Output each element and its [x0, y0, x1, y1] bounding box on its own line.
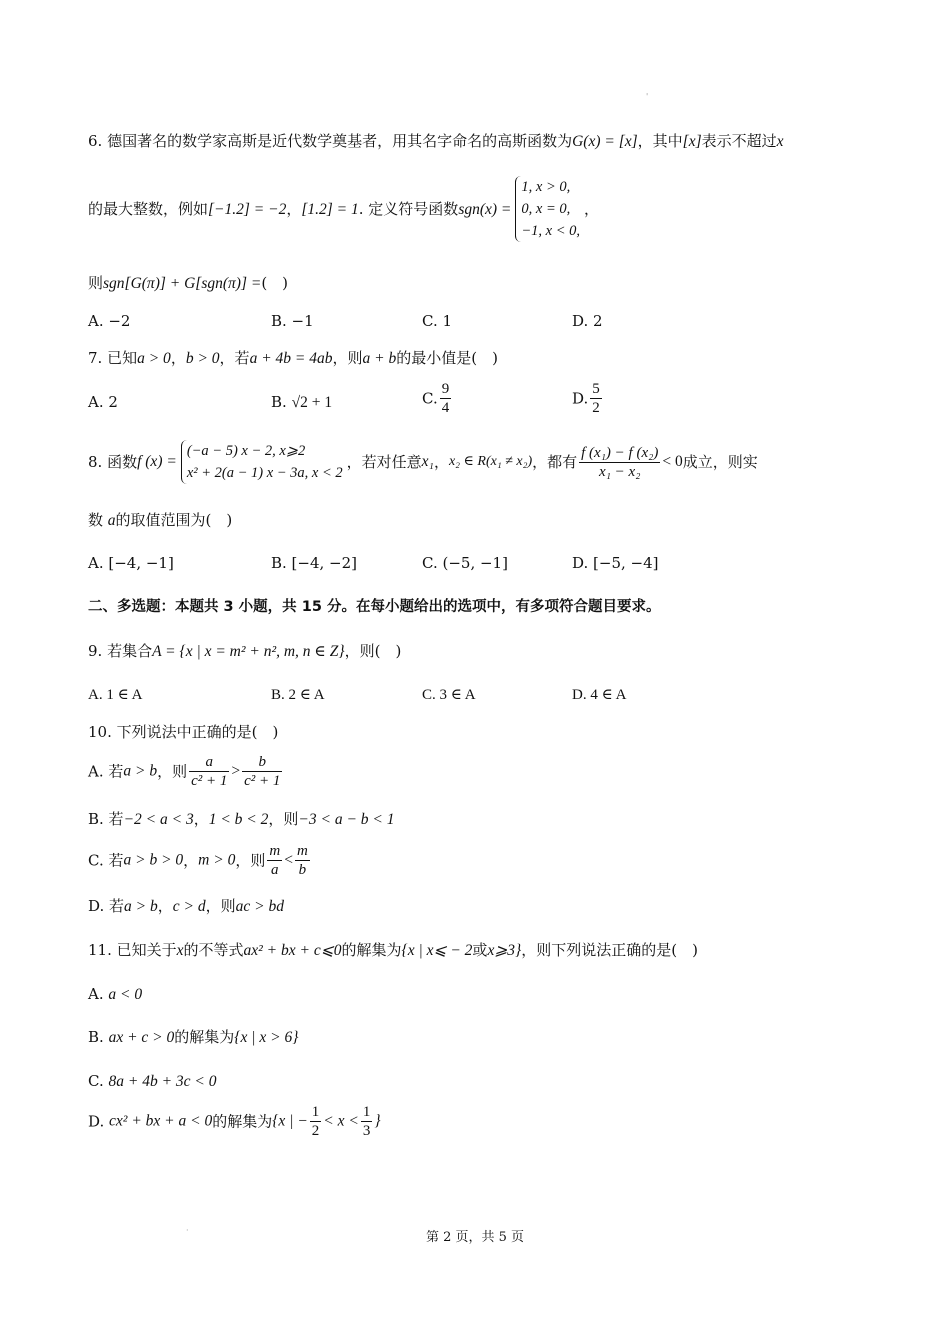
- q10-d-label: D. 若: [88, 897, 125, 915]
- q11-d-set-open: {x | −: [272, 1112, 308, 1130]
- q6-stem-suffix: 表示不超过: [701, 132, 777, 150]
- q8-line2-b: 的取值范围为( ): [115, 511, 233, 529]
- q7-option-d-label: D.: [572, 389, 589, 408]
- q11-option-d[interactable]: [88, 1103, 381, 1140]
- q6-sgn-def: sgn(x) =: [458, 200, 512, 218]
- q10-c-label: C. 若: [88, 851, 124, 870]
- q10-b-result: −3 < a − b < 1: [298, 811, 395, 828]
- q11-b-label: B.: [88, 1028, 104, 1046]
- q6-stem-prefix: 6. 德国著名的数学家高斯是近代数学奠基者，用其名字命名的高斯函数为: [88, 132, 573, 150]
- q10-c-frac-2: [295, 842, 310, 879]
- q10-c-frac-1: [267, 842, 282, 879]
- q10-a-gt: >: [231, 762, 241, 780]
- q10-c-lt: <: [284, 851, 293, 869]
- q6-line3: [88, 273, 288, 294]
- q11-c-label: C.: [88, 1072, 104, 1090]
- q7-stem-s3: 的最小值是( ): [396, 349, 498, 367]
- q9-stem: [88, 641, 401, 662]
- q11-d-label: D.: [88, 1112, 105, 1131]
- q11-d-frac-1: [310, 1103, 322, 1140]
- q9-option-c[interactable]: C. 3 ∈ A: [422, 687, 476, 703]
- q10-a-frac-2-den: c² + 1: [244, 773, 281, 789]
- q7-option-d[interactable]: [572, 380, 604, 417]
- q7-cond-b: b > 0: [185, 350, 220, 367]
- q11-d-lt: < x <: [323, 1112, 359, 1130]
- q7-option-c-den: 4: [441, 400, 450, 416]
- q6-gauss-def: G(x) = [x]: [572, 133, 638, 150]
- q10-d-then: ，则: [205, 897, 236, 915]
- q10-a-label: A. 若: [88, 762, 124, 781]
- q7-option-c-num: 9: [441, 381, 450, 397]
- q8-fraction-den: x₁ − x₂: [599, 463, 641, 480]
- q10-c-cond-1: a > b > 0: [123, 851, 184, 869]
- q8-option-b[interactable]: B. [−4, −2]: [271, 554, 358, 572]
- q9-set: A = {x | x = m² + n², m, n ∈ Z}: [152, 643, 345, 660]
- q9-option-b[interactable]: B. 2 ∈ A: [271, 687, 325, 703]
- q11-stem-d: ，则下列说法正确的是( ): [521, 941, 698, 959]
- q8-fx: f (x) =: [137, 453, 177, 470]
- q8-x1: x₁: [421, 453, 434, 470]
- q10-b-cond-1: −2 < a < 3: [123, 811, 194, 828]
- q10-option-a[interactable]: [88, 753, 284, 790]
- q10-option-d[interactable]: [88, 896, 284, 917]
- q10-a-cond: a > b: [123, 762, 158, 780]
- q10-a-frac-2-num: b: [242, 753, 282, 772]
- q10-d-cond-1: a > b: [124, 898, 158, 915]
- q8-option-d[interactable]: D. [−5, −4]: [572, 554, 659, 572]
- q6-line1: [88, 131, 784, 152]
- q11-set-b: x⩾3}: [487, 942, 522, 959]
- q10-a-then: ，则: [157, 762, 188, 781]
- q8-s3: 成立，则实: [682, 453, 758, 471]
- q6-case-2: 0, x = 0,: [521, 201, 571, 217]
- q8-x2: x₂ ∈ R(x₁ ≠ x₂): [448, 454, 533, 469]
- section-2-heading: 二、多选题：本题共 3 小题，共 15 分。在每小题给出的选项中，有多项符合题目要求。: [88, 599, 661, 615]
- q10-c-then: ，则: [235, 851, 266, 870]
- q7-option-d-den: 2: [592, 400, 600, 416]
- q10-a-frac-1-num: a: [189, 753, 229, 772]
- q6-line3-prefix: 则: [88, 274, 104, 292]
- q10-c-frac-1-num: m: [269, 843, 281, 859]
- q8-line2: [88, 510, 232, 531]
- q8-var-a: a: [107, 512, 116, 529]
- q8-cases: [181, 440, 343, 484]
- q8-option-c[interactable]: C. (−5, −1]: [422, 554, 508, 572]
- q11-a-expr: a < 0: [108, 986, 143, 1003]
- q6-example-1: [−1.2] = −2: [208, 200, 287, 218]
- q11-b-expr: ax + c > 0: [108, 1029, 175, 1046]
- q7-option-b-value: √2 + 1: [291, 394, 333, 411]
- q7-stem-s2: ，则: [332, 349, 363, 367]
- page-mark-top: ': [646, 92, 649, 101]
- q11-a-label: A.: [88, 985, 104, 1003]
- q6-example-2: [1.2] = 1: [301, 200, 359, 218]
- q11-d-frac-2-den: 3: [362, 1123, 371, 1139]
- q8-s1: ，若对任意: [346, 453, 422, 471]
- q11-option-c[interactable]: [88, 1071, 217, 1092]
- q9-stem-b: ，则( ): [344, 642, 402, 660]
- q11-stem: [88, 940, 698, 961]
- q7-option-d-num: 5: [592, 381, 600, 397]
- q8-fraction-num: f (x₁) − f (x₂): [581, 444, 659, 461]
- q6-option-a[interactable]: A. −2: [88, 312, 131, 330]
- q9-option-a[interactable]: A. 1 ∈ A: [88, 687, 143, 703]
- q6-option-b[interactable]: B. −1: [271, 312, 314, 330]
- q7-option-b-label: B.: [271, 393, 287, 411]
- q8-option-a[interactable]: A. [−4, −1]: [88, 554, 174, 572]
- q11-stem-b: 的不等式: [183, 941, 244, 959]
- q10-c-frac-2-den: b: [298, 862, 307, 878]
- q6-line3-expr: sgn[G(π)] + G[sgn(π)] =: [103, 275, 262, 292]
- q10-c-cond-2: m > 0: [198, 851, 236, 869]
- q10-d-result: ac > bd: [235, 898, 284, 915]
- q11-b-mid: 的解集为: [174, 1028, 235, 1046]
- q10-option-b[interactable]: [88, 809, 395, 830]
- q11-inequality: ax² + bx + c⩽0: [243, 942, 342, 959]
- q11-stem-a: 11. 已知关于: [88, 941, 177, 959]
- q8-lt: < 0: [662, 453, 683, 470]
- q6-case-3: −1, x < 0,: [521, 223, 581, 239]
- q8-line1: [88, 440, 758, 484]
- q11-d-set-close: }: [374, 1112, 381, 1130]
- q11-c-expr: 8a + 4b + 3c < 0: [108, 1073, 217, 1090]
- q6-line2-prefix: 的最大整数，例如: [88, 199, 209, 218]
- q10-a-frac-2: [242, 753, 282, 790]
- q6-var-x: x: [776, 133, 784, 150]
- q11-var-x: x: [176, 942, 184, 959]
- q10-option-c[interactable]: [88, 842, 312, 879]
- q10-d-comma: ，: [157, 897, 173, 915]
- q7-cond-a: a > 0: [137, 350, 171, 367]
- q8-stem-a: 8. 函数: [88, 453, 138, 471]
- q7-stem-a: 7. 已知: [88, 349, 138, 367]
- q11-d-frac-1-den: 2: [311, 1123, 320, 1139]
- q7-option-c-label: C.: [422, 389, 438, 408]
- q7-option-c[interactable]: [422, 380, 453, 417]
- page-footer: 第 2 页，共 5 页: [425, 1230, 525, 1245]
- q7-option-d-fraction: [590, 380, 602, 417]
- q9-option-d[interactable]: D. 4 ∈ A: [572, 687, 627, 703]
- q6-line2-end: ，: [584, 200, 600, 218]
- q10-c-frac-1-den: a: [271, 862, 279, 878]
- q11-option-b[interactable]: [88, 1027, 298, 1048]
- q11-b-set: {x | x > 6}: [234, 1029, 299, 1046]
- q6-option-d[interactable]: D. 2: [572, 312, 603, 330]
- q6-line2-mid: . 定义符号函数: [358, 199, 459, 218]
- q10-b-comma: ，: [193, 810, 209, 828]
- q6-comma: ，: [286, 199, 302, 218]
- q11-d-frac-2-num: 1: [362, 1104, 371, 1120]
- q11-d-frac-1-num: 1: [311, 1104, 320, 1120]
- q8-line2-a: 数: [88, 511, 104, 529]
- q7-stem-s1: ，若: [219, 349, 250, 367]
- q11-stem-c: 的解集为: [341, 941, 402, 959]
- q10-stem: 10. 下列说法中正确的是( ): [88, 723, 279, 741]
- q10-c-comma: ，: [183, 851, 199, 870]
- q10-d-cond-2: c > d: [172, 898, 206, 915]
- q6-line2-text: [88, 198, 511, 221]
- q8-s2: ，都有: [532, 453, 578, 471]
- q11-d-mid: 的解集为: [212, 1112, 273, 1131]
- page-mark-bottom: ·: [186, 1226, 189, 1235]
- q10-c-frac-2-num: m: [296, 843, 308, 859]
- q6-line2: [88, 176, 599, 242]
- q11-d-frac-2: [361, 1103, 373, 1140]
- q7-option-b[interactable]: [271, 392, 332, 413]
- q7-option-a[interactable]: A. 2: [88, 393, 118, 411]
- q8-case-2: x² + 2(a − 1) x − 3a, x < 2: [186, 465, 343, 481]
- q8-case-1: (−a − 5) x − 2, x⩾2: [186, 443, 306, 459]
- q10-b-cond-2: 1 < b < 2: [208, 811, 269, 828]
- q7-equation: a + 4b = 4ab: [249, 350, 333, 367]
- q10-b-then: ，则: [268, 810, 299, 828]
- q11-set-a: {x | x⩽ − 2: [401, 942, 473, 959]
- q11-d-expr: cx² + bx + a < 0: [109, 1112, 213, 1130]
- q10-a-frac-1: [189, 753, 229, 790]
- q6-stem-mid: ，其中: [637, 132, 683, 150]
- q8-comma: ，: [433, 453, 449, 471]
- q7-target: a + b: [362, 350, 397, 367]
- q10-b-label: B. 若: [88, 810, 124, 828]
- q7-stem: [88, 348, 498, 369]
- q9-stem-a: 9. 若集合: [88, 642, 153, 660]
- q6-case-1: 1, x > 0,: [521, 179, 571, 195]
- q11-option-a[interactable]: [88, 984, 142, 1005]
- q7-option-c-fraction: [440, 380, 452, 417]
- q6-bracket-x: [x]: [682, 133, 702, 150]
- q8-fraction: [579, 444, 660, 481]
- q6-option-c[interactable]: C. 1: [422, 312, 453, 330]
- q10-a-frac-1-den: c² + 1: [191, 773, 228, 789]
- q6-line3-end: ( ): [261, 274, 289, 292]
- q6-sgn-cases: [515, 176, 580, 242]
- q11-or: 或: [472, 941, 488, 959]
- q7-comma: ，: [170, 349, 186, 367]
